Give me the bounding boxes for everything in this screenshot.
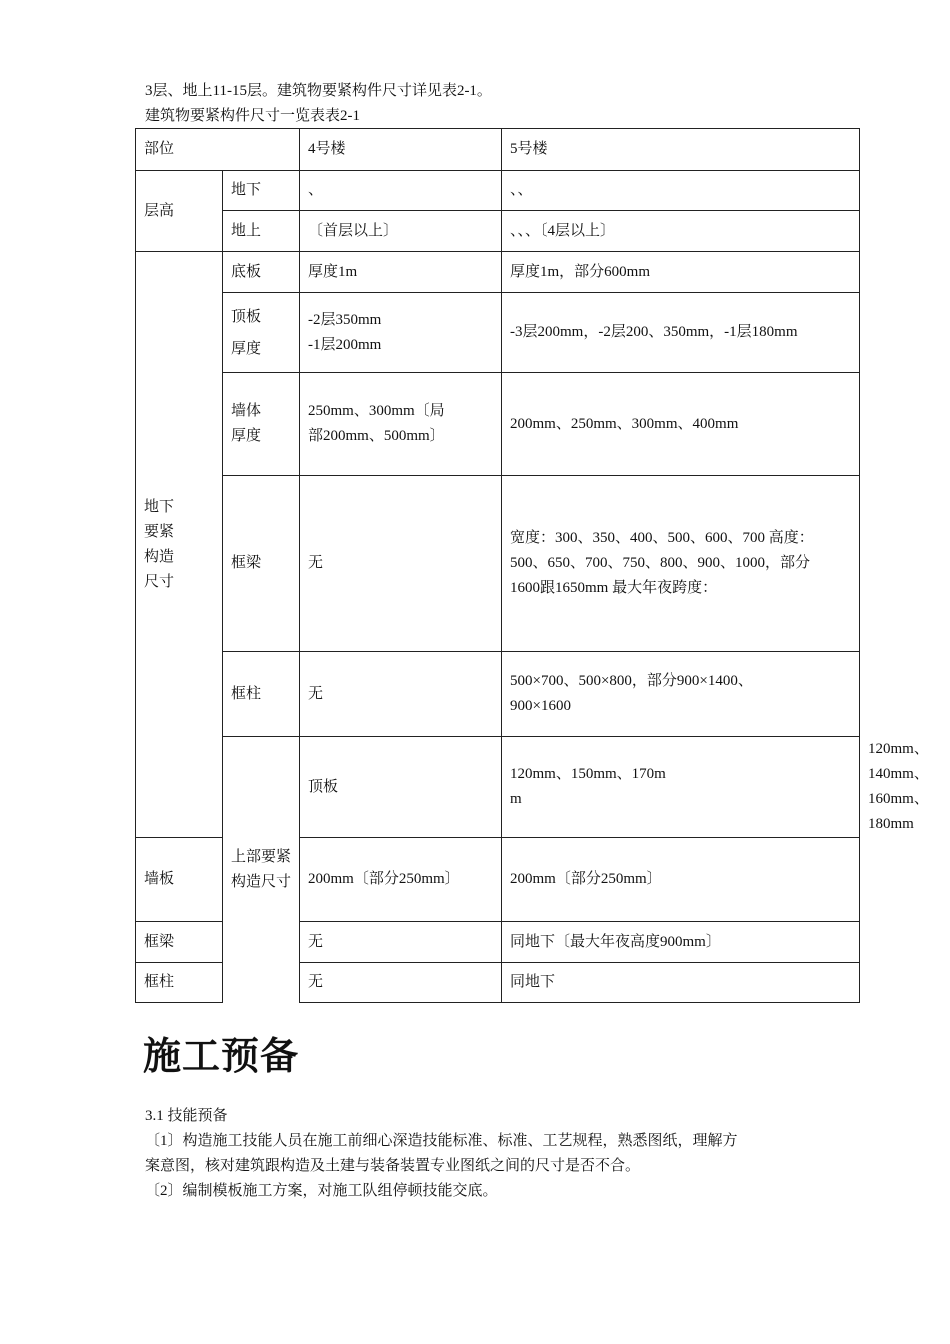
row-label: 顶板 — [300, 737, 502, 838]
cell-b4: 无 — [300, 922, 502, 963]
group-floor-height: 层高 — [136, 171, 223, 252]
intro-line: 3层、地上11-15层。建筑物要紧构件尺寸详见表2-1。 — [145, 83, 492, 99]
cell-line: 120mm、150mm、170m — [510, 766, 666, 782]
row-label: 地下 — [223, 171, 300, 211]
cell-line: 1600跟1650mm 最大年夜跨度： — [510, 580, 718, 596]
row-label — [223, 293, 300, 373]
group-line: 构造尺寸 — [231, 873, 292, 890]
section-heading: 施工预备 — [143, 1034, 300, 1078]
cell-b5: 厚度1m，部分600mm — [502, 252, 860, 293]
group-underground-structure — [136, 252, 223, 838]
cell-line: 500×700、500×800，部分900×1400、 — [510, 673, 753, 689]
table-caption: 建筑物要紧构件尺寸一览表表2-1 — [145, 108, 360, 124]
cell-line: 250mm、300mm〔局 — [308, 403, 445, 419]
table-row: 上部要紧 构造尺寸 顶板 120mm、150mm、170m m 120mm、140mm、160mm、180mm — [136, 737, 860, 838]
row-label: 框梁 — [223, 476, 300, 652]
table-row — [136, 476, 860, 652]
table-row — [136, 171, 860, 211]
cell-b4: 厚度1m — [300, 252, 502, 293]
row-label — [223, 373, 300, 476]
cell-b4: 200mm〔部分250mm〕 — [300, 838, 502, 922]
header-building-4: 4号楼 — [300, 129, 502, 171]
label-line: 墙体 — [231, 403, 262, 419]
row-label: 墙板 — [136, 838, 223, 922]
cell-b5: 200mm、250mm、300mm、400mm — [502, 373, 860, 476]
group-line: 地下 — [144, 498, 175, 515]
header-part: 部位 — [136, 129, 300, 171]
cell-b5: 同地下 — [502, 963, 860, 1003]
row-label: 框柱 — [136, 963, 223, 1003]
table-row — [136, 293, 860, 373]
cell-b5: 、、 — [502, 171, 860, 211]
cell-line: 宽度：300、350、400、500、600、700 高度： — [510, 530, 814, 546]
component-size-table — [135, 128, 929, 1003]
label-line: 顶板 — [231, 308, 262, 325]
table-row — [136, 211, 860, 252]
group-line: 尺寸 — [144, 573, 175, 590]
cell-b5 — [502, 476, 860, 652]
cell-line: -2层350mm — [308, 311, 382, 328]
cell-line: 900×1600 — [510, 698, 571, 714]
cell-b4: 无 — [300, 652, 502, 737]
label-line: 厚度 — [231, 340, 262, 357]
group-upper-structure — [223, 737, 300, 1003]
paragraph-1-line-1: 〔1〕构造施工技能人员在施工前细心深造技能标准、标准、工艺规程，熟悉图纸，理解方 — [145, 1133, 738, 1149]
row-label: 框柱 — [223, 652, 300, 737]
table-header-row — [136, 129, 860, 171]
section-subheading: 3.1 技能预备 — [145, 1108, 228, 1124]
cell-line: 500、650、700、750、800、900、1000，部分 — [510, 555, 811, 571]
cell-line: m — [510, 791, 522, 807]
table-row — [136, 652, 860, 737]
cell-b5 — [502, 652, 860, 737]
row-label: 地上 — [223, 211, 300, 252]
group-line: 要紧 — [144, 523, 175, 540]
header-building-5: 5号楼 — [502, 129, 860, 171]
table-row — [136, 252, 860, 293]
row-label: 底板 — [223, 252, 300, 293]
paragraph-2: 〔2〕编制模板施工方案，对施工队组停顿技能交底。 — [145, 1183, 498, 1199]
cell-b5: 同地下〔最大年夜高度900mm〕 — [502, 922, 860, 963]
group-line: 构造 — [144, 548, 175, 565]
row-label: 框梁 — [136, 922, 223, 963]
cell-b4: 、 — [300, 171, 502, 211]
cell-b5: 、、、〔4层以上〕 — [502, 211, 860, 252]
table-row — [136, 373, 860, 476]
label-line: 厚度 — [231, 428, 262, 444]
paragraph-1-line-2: 案意图，核对建筑跟构造及土建与装备装置专业图纸之间的尺寸是否不合。 — [145, 1158, 641, 1174]
cell-b5: -3层200mm，-2层200、350mm，-1层180mm — [502, 293, 860, 373]
cell-b4 — [300, 293, 502, 373]
cell-line: -1层200mm — [308, 336, 382, 353]
cell-b4: 〔首层以上〕 — [300, 211, 502, 252]
group-line: 上部要紧 — [231, 848, 292, 865]
cell-b5: 200mm〔部分250mm〕 — [502, 838, 860, 922]
cell-b4 — [502, 737, 860, 838]
cell-b4: 无 — [300, 963, 502, 1003]
cell-b4 — [300, 373, 502, 476]
cell-b4: 无 — [300, 476, 502, 652]
cell-line: 部200mm、500mm〕 — [308, 428, 445, 444]
